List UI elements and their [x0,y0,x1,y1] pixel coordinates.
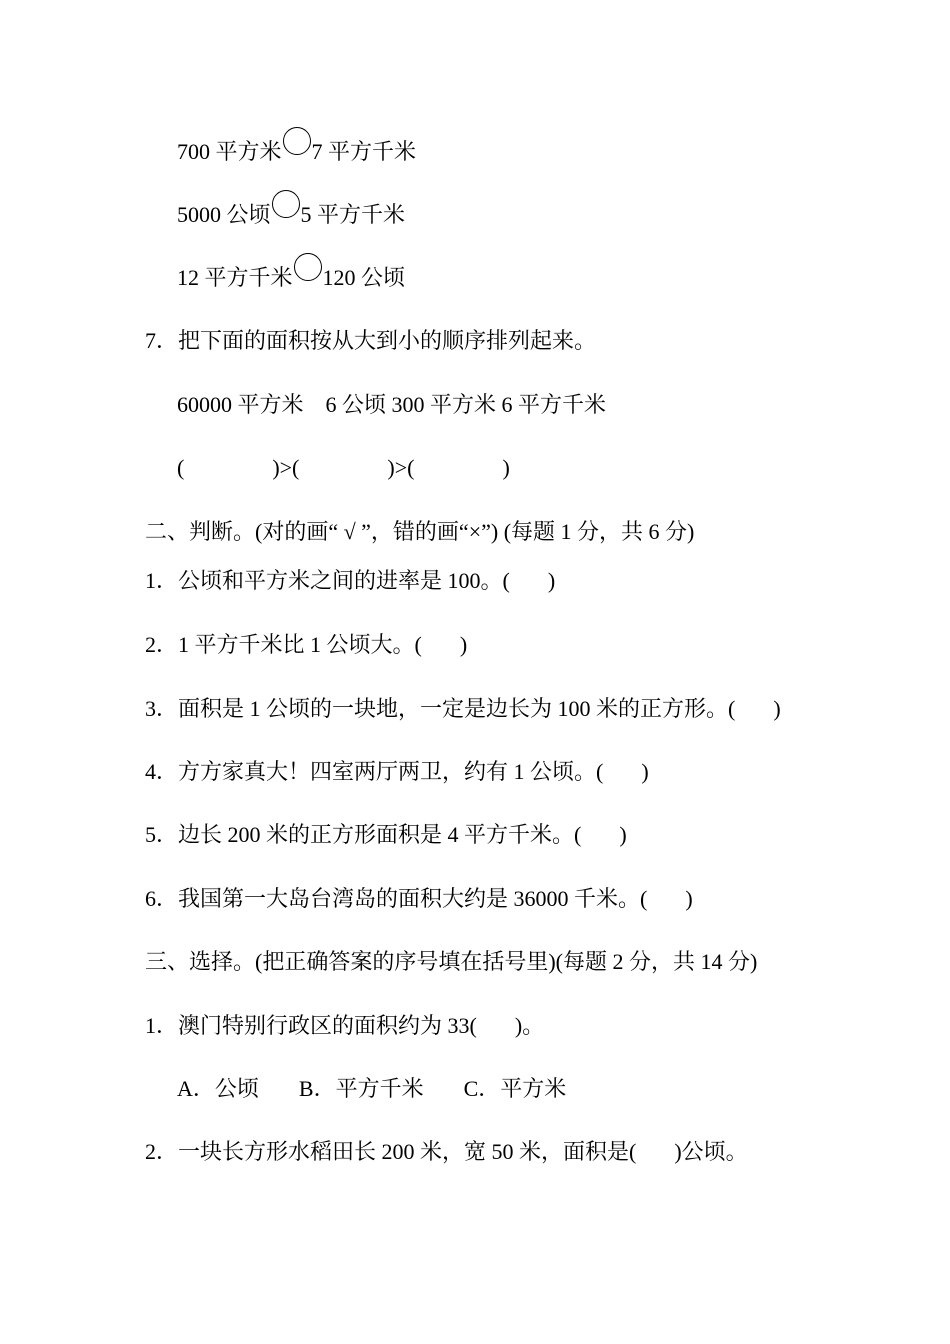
compare-left: 5000 公顷 [177,202,271,227]
question-7 [145,327,596,355]
judge-item-1: 1．公顷和平方米之间的进率是 100。( ) [145,568,556,593]
compare-left: 700 平方米 [177,139,282,164]
compare-row-1 [177,137,416,165]
option-b[interactable]: B．平方千米 [298,1076,424,1101]
compare-row-3 [177,263,405,291]
compare-circle-blank[interactable] [283,127,311,155]
choice-question-1: 1．澳门特别行政区的面积约为 33( )。 [145,1013,545,1038]
choice-question-1-options [177,1075,566,1103]
compare-right: 5 平方千米 [300,202,406,227]
compare-right: 120 公顷 [322,265,406,290]
question-7-answer-row: ( )>( )>( ) [177,455,510,480]
section-3-heading: 三、选择。(把正确答案的序号填在括号里)(每题 2 分，共 14 分) [145,949,758,974]
question-text: 把下面的面积按从大到小的顺序排列起来。 [178,328,597,353]
choice-question-2: 2．一块长方形水稻田长 200 米，宽 50 米，面积是( )公顷。 [145,1139,748,1164]
compare-right: 7 平方千米 [311,139,417,164]
question-number: 7． [145,328,179,353]
option-a[interactable]: A．公顷 [177,1076,259,1101]
section-2-heading: 二、判断。(对的画“ √ ”，错的画“×”) (每题 1 分，共 6 分) [145,519,695,544]
judge-item-6: 6．我国第一大岛台湾岛的面积大约是 36000 千米。( ) [145,886,693,911]
compare-circle-blank[interactable] [272,190,300,218]
judge-item-3: 3．面积是 1 公顷的一块地，一定是边长为 100 米的正方形。( ) [145,696,781,721]
question-7-items: 60000 平方米 6 公顷 300 平方米 6 平方千米 [177,392,607,417]
judge-item-5: 5．边长 200 米的正方形面积是 4 平方千米。( ) [145,822,627,847]
judge-item-2: 2．1 平方千米比 1 公顷大。( ) [145,632,468,657]
judge-item-4: 4．方方家真大！四室两厅两卫，约有 1 公顷。( ) [145,759,649,784]
compare-circle-blank[interactable] [294,253,322,281]
compare-row-2 [177,200,405,228]
option-c[interactable]: C．平方米 [463,1076,567,1101]
compare-left: 12 平方千米 [177,265,293,290]
